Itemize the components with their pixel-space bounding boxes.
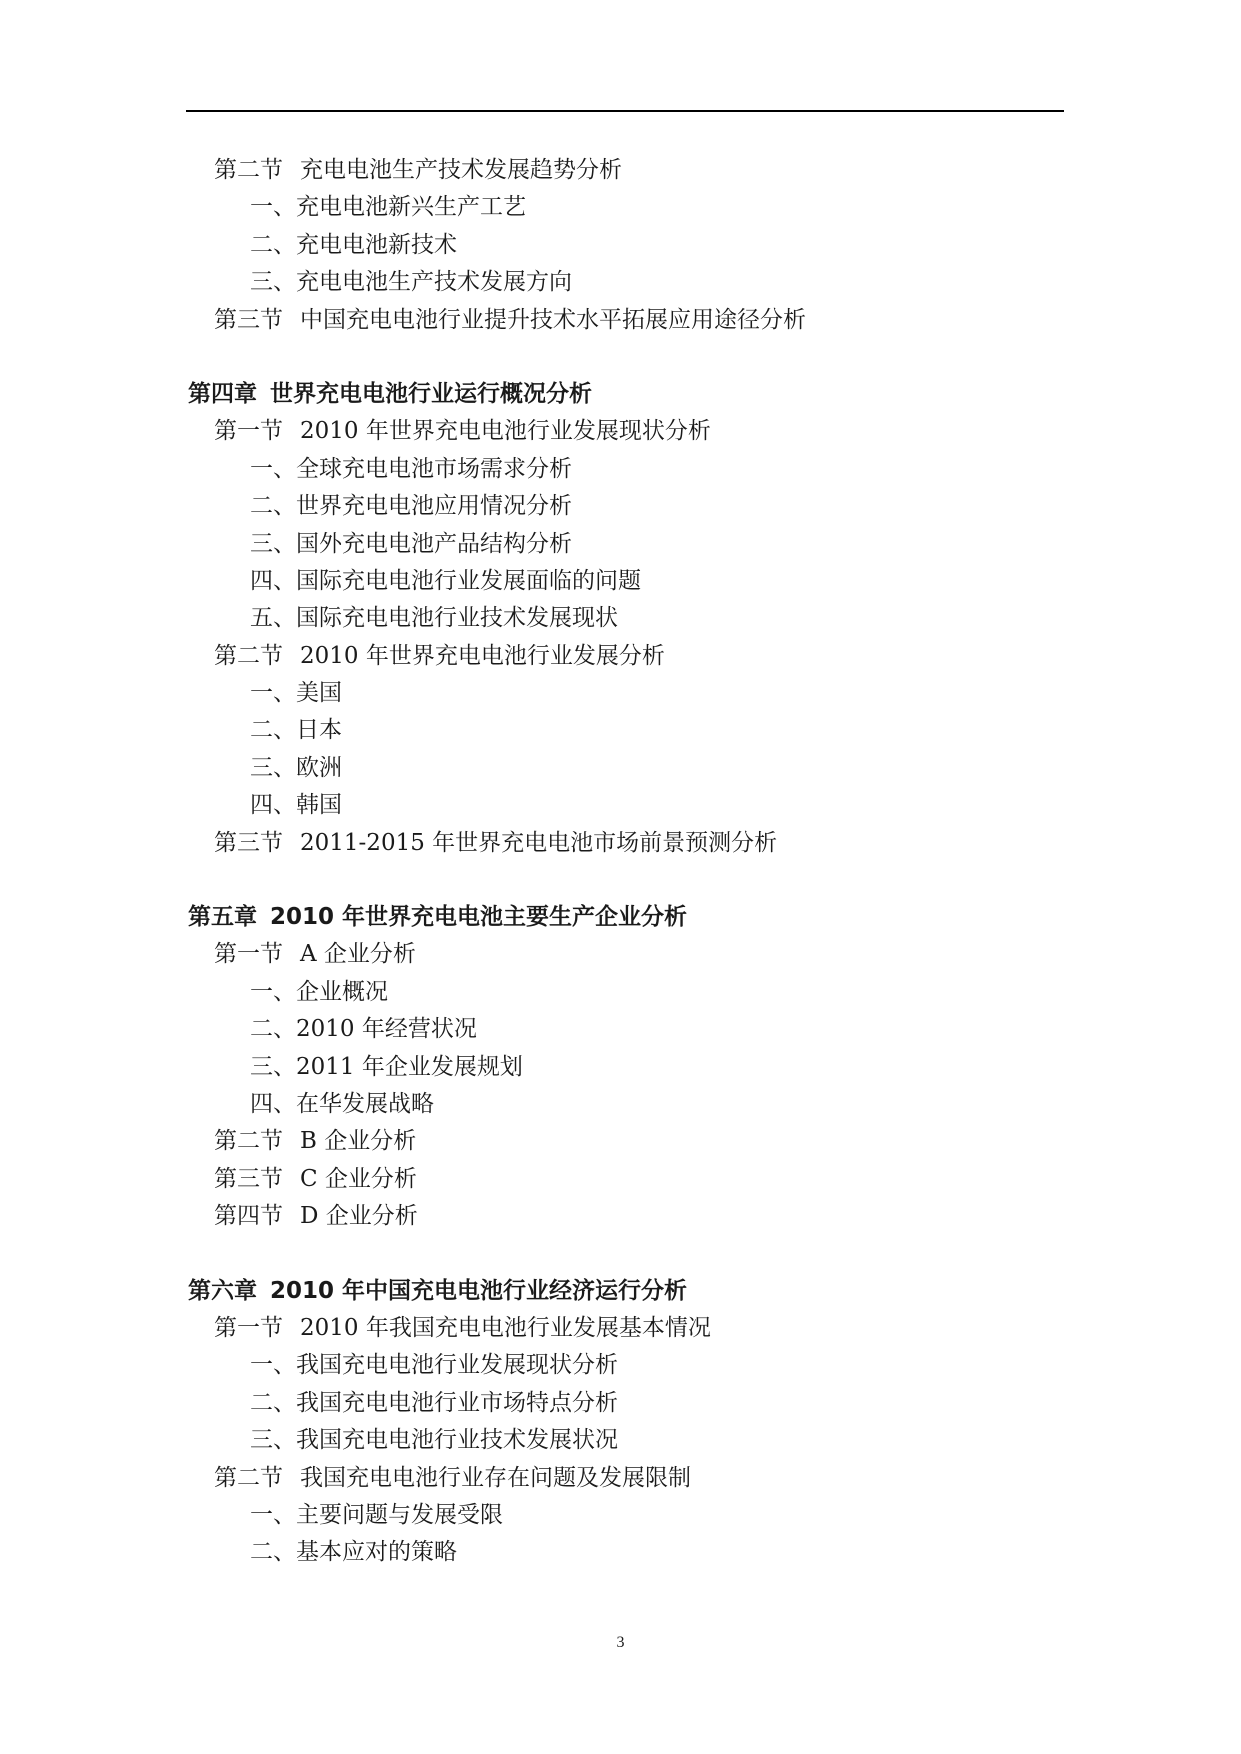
- toc-chapter-title: 2010 年世界充电电池主要生产企业分析: [270, 904, 688, 931]
- toc-section-title: B 企业分析: [300, 1128, 417, 1155]
- toc-section-title: 我国充电电池行业存在问题及发展限制: [300, 1464, 691, 1491]
- toc-section-line: [186, 1123, 1066, 1160]
- toc-item-line: [186, 1049, 1066, 1086]
- table-of-contents: [186, 152, 1066, 1572]
- toc-item-title: 五、国际充电电池行业技术发展现状: [250, 605, 618, 632]
- header-rule: [186, 110, 1064, 112]
- toc-item-line: [186, 227, 1066, 264]
- toc-section-line: [186, 302, 1066, 339]
- toc-item-line: [186, 787, 1066, 824]
- toc-item-title: 一、充电电池新兴生产工艺: [250, 194, 526, 221]
- toc-section-title: 2011-2015 年世界充电电池市场前景预测分析: [300, 829, 778, 856]
- toc-section-line: [186, 638, 1066, 675]
- toc-item-line: [186, 1086, 1066, 1123]
- toc-section-line: [186, 1460, 1066, 1497]
- toc-item-title: 二、充电电池新技术: [250, 231, 457, 258]
- toc-section-title: 2010 年我国充电电池行业发展基本情况: [300, 1314, 711, 1341]
- toc-item-title: 四、国际充电电池行业发展面临的问题: [250, 567, 641, 594]
- toc-item-title: 四、在华发展战略: [250, 1090, 434, 1117]
- toc-item-line: [186, 1385, 1066, 1422]
- toc-item-line: [186, 1011, 1066, 1048]
- toc-item-title: 三、国外充电电池产品结构分析: [250, 530, 572, 557]
- toc-section-number: 第二节: [214, 157, 283, 183]
- toc-section-number: 第一节: [214, 941, 283, 968]
- toc-section-number: 第四节: [214, 1203, 283, 1230]
- toc-section-line: [186, 936, 1066, 973]
- toc-section-line: [186, 1161, 1066, 1198]
- toc-section-number: 第二节: [214, 642, 283, 669]
- page-number: 3: [616, 1634, 625, 1651]
- toc-item-line: [186, 1347, 1066, 1384]
- toc-section-number: 第一节: [214, 418, 283, 445]
- toc-item-title: 二、基本应对的策略: [250, 1539, 457, 1566]
- toc-item-line: [186, 189, 1066, 226]
- toc-item-line: [186, 974, 1066, 1011]
- toc-item-title: 三、充电电池生产技术发展方向: [250, 269, 572, 296]
- toc-item-title: 二、世界充电电池应用情况分析: [250, 493, 572, 520]
- toc-section-line: [186, 413, 1066, 450]
- toc-item-title: 四、韩国: [250, 792, 342, 819]
- toc-item-line: [186, 488, 1066, 525]
- toc-item-title: 一、美国: [250, 680, 342, 707]
- toc-item-title: 三、我国充电电池行业技术发展状况: [250, 1427, 618, 1454]
- toc-item-line: [186, 1497, 1066, 1534]
- toc-section-title: C 企业分析: [300, 1165, 417, 1192]
- toc-item-title: 一、企业概况: [250, 978, 388, 1005]
- toc-item-title: 二、日本: [250, 717, 342, 744]
- toc-section-title: 2010 年世界充电电池行业发展分析: [300, 642, 665, 669]
- toc-item-line: [186, 750, 1066, 787]
- toc-section-line: [186, 152, 1066, 189]
- toc-chapter-title: 2010 年中国充电电池行业经济运行分析: [270, 1277, 688, 1304]
- toc-chapter-line: [186, 376, 1066, 413]
- toc-chapter-line: [186, 1273, 1066, 1310]
- toc-section-line: [186, 1310, 1066, 1347]
- toc-item-line: [186, 1422, 1066, 1459]
- toc-section-title: D 企业分析: [300, 1203, 418, 1230]
- toc-item-line: [186, 264, 1066, 301]
- toc-item-line: [186, 712, 1066, 749]
- toc-section-number: 第二节: [214, 1128, 283, 1155]
- toc-section-title: 中国充电电池行业提升技术水平拓展应用途径分析: [300, 306, 806, 333]
- toc-item-title: 二、我国充电电池行业市场特点分析: [250, 1389, 618, 1416]
- toc-item-title: 一、主要问题与发展受限: [250, 1501, 503, 1528]
- toc-chapter-line: [186, 899, 1066, 936]
- toc-chapter-title: 世界充电电池行业运行概况分析: [270, 380, 592, 407]
- toc-item-title: 一、全球充电电池市场需求分析: [250, 455, 572, 482]
- toc-item-line: [186, 1534, 1066, 1571]
- toc-section-number: 第三节: [214, 1165, 283, 1192]
- toc-chapter-number: 第四章: [188, 380, 257, 407]
- toc-item-title: 三、2011 年企业发展规划: [250, 1053, 523, 1080]
- toc-item-title: 一、我国充电电池行业发展现状分析: [250, 1352, 618, 1379]
- toc-section-title: A 企业分析: [300, 941, 416, 968]
- toc-section-title: 充电电池生产技术发展趋势分析: [300, 157, 622, 183]
- toc-item-title: 二、2010 年经营状况: [250, 1016, 477, 1043]
- toc-chapter-number: 第五章: [188, 904, 257, 931]
- toc-item-title: 三、欧洲: [250, 754, 342, 781]
- toc-item-line: [186, 451, 1066, 488]
- toc-chapter-number: 第六章: [188, 1277, 257, 1304]
- toc-item-line: [186, 526, 1066, 563]
- toc-item-line: [186, 563, 1066, 600]
- toc-section-number: 第二节: [214, 1464, 283, 1491]
- toc-section-line: [186, 825, 1066, 862]
- toc-section-line: [186, 1198, 1066, 1235]
- toc-section-number: 第一节: [214, 1314, 283, 1341]
- toc-section-title: 2010 年世界充电电池行业发展现状分析: [300, 418, 711, 445]
- toc-section-number: 第三节: [214, 306, 283, 333]
- toc-item-line: [186, 600, 1066, 637]
- toc-section-number: 第三节: [214, 829, 283, 856]
- toc-item-line: [186, 675, 1066, 712]
